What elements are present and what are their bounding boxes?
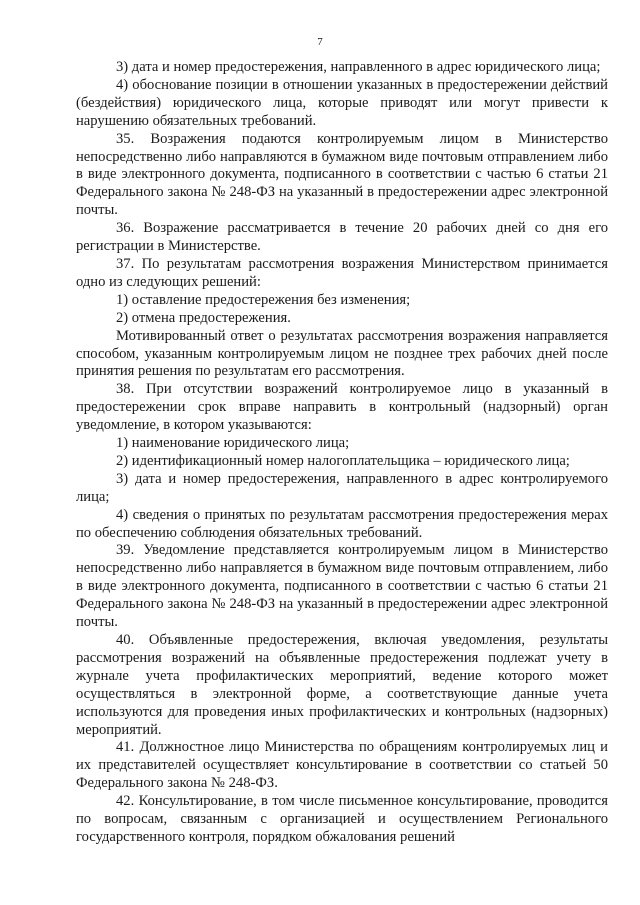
- paragraph-item-4: 4) обоснование позиции в отношении указанных в предостережении действий (бездействия) юридического лица, которые приводят или могут привести к нарушению обязательных требований.: [76, 76, 608, 129]
- paragraph-38-item-2: 2) идентификационный номер налогоплательщика – юридического лица;: [116, 452, 570, 469]
- paragraph-35: 35. Возражения подаются контролируемым лицом в Министерство непосредственно либо направляются в бумажном виде почтовым отправлением либо в виде электронного документа, подписанного в соответствии с частью 6 статьи 21 Федерального закона № 248-ФЗ на указанный в предостережении адрес электронной почты.: [76, 130, 608, 219]
- paragraph-41: 41. Должностное лицо Министерства по обращениям контролируемых лиц и их представителей осуществляет консультирование в соответствии со статьей 50 Федерального закона № 248-ФЗ.: [76, 739, 608, 792]
- paragraph-37-item-1: 1) оставление предостережения без изменения;: [116, 291, 411, 308]
- paragraph-38-item-4: 4) сведения о принятых по результатам рассмотрения предостережения мерах по обеспечению соблюдения обязательных требований.: [76, 506, 608, 541]
- paragraph-38-item-3: 3) дата и номер предостережения, направленного в адрес контролируемого лица;: [76, 470, 608, 505]
- paragraph-37-reasoned-reply: Мотивированный ответ о результатах рассмотрения возражения направляется способом, указанным контролируемым лицом не позднее трех рабочих дней после принятия решения по результатам его рассмотрения.: [76, 327, 608, 380]
- paragraph-38-item-1: 1) наименование юридического лица;: [116, 435, 350, 452]
- page-number: 7: [317, 36, 323, 48]
- paragraph-36: 36. Возражение рассматривается в течение 20 рабочих дней со дня его регистрации в Министерстве.: [76, 220, 608, 255]
- document-body: [76, 59, 608, 847]
- paragraph-40: 40. Объявленные предостережения, включая уведомления, результаты рассмотрения возражений на объявленные предостережения подлежат учету в журнале учета профилактических мероприятий, ведение которого может осуществляться в электронной форме, а соответствующие данные учета используются для проведения иных профилактических и контрольных (надзорных) мероприятий.: [76, 632, 608, 738]
- paragraph-37-item-2: 2) отмена предостережения.: [116, 309, 291, 326]
- paragraph-38: 38. При отсутствии возражений контролируемое лицо в указанный в предостережении срок вправе направить в контрольный (надзорный) орган уведомление, в котором указываются:: [76, 381, 608, 434]
- paragraph-39: 39. Уведомление представляется контролируемым лицом в Министерство непосредственно либо направляется в бумажном виде почтовым отправлением, либо в виде электронного документа, подписанного в соответствии с частью 6 статьи 21 Федерального закона № 248-ФЗ на указанный в предостережении адрес электронной почты.: [76, 542, 608, 631]
- paragraph-42: 42. Консультирование, в том числе письменное консультирование, проводится по вопросам, связанным с организацией и осуществлением Регионального государственного контроля, порядком обжалования решений: [76, 793, 608, 845]
- paragraph-item-3: 3) дата и номер предостережения, направленного в адрес юридического лица;: [116, 59, 601, 75]
- paragraph-37: 37. По результатам рассмотрения возражения Министерством принимается одно из следующих решений:: [76, 255, 608, 290]
